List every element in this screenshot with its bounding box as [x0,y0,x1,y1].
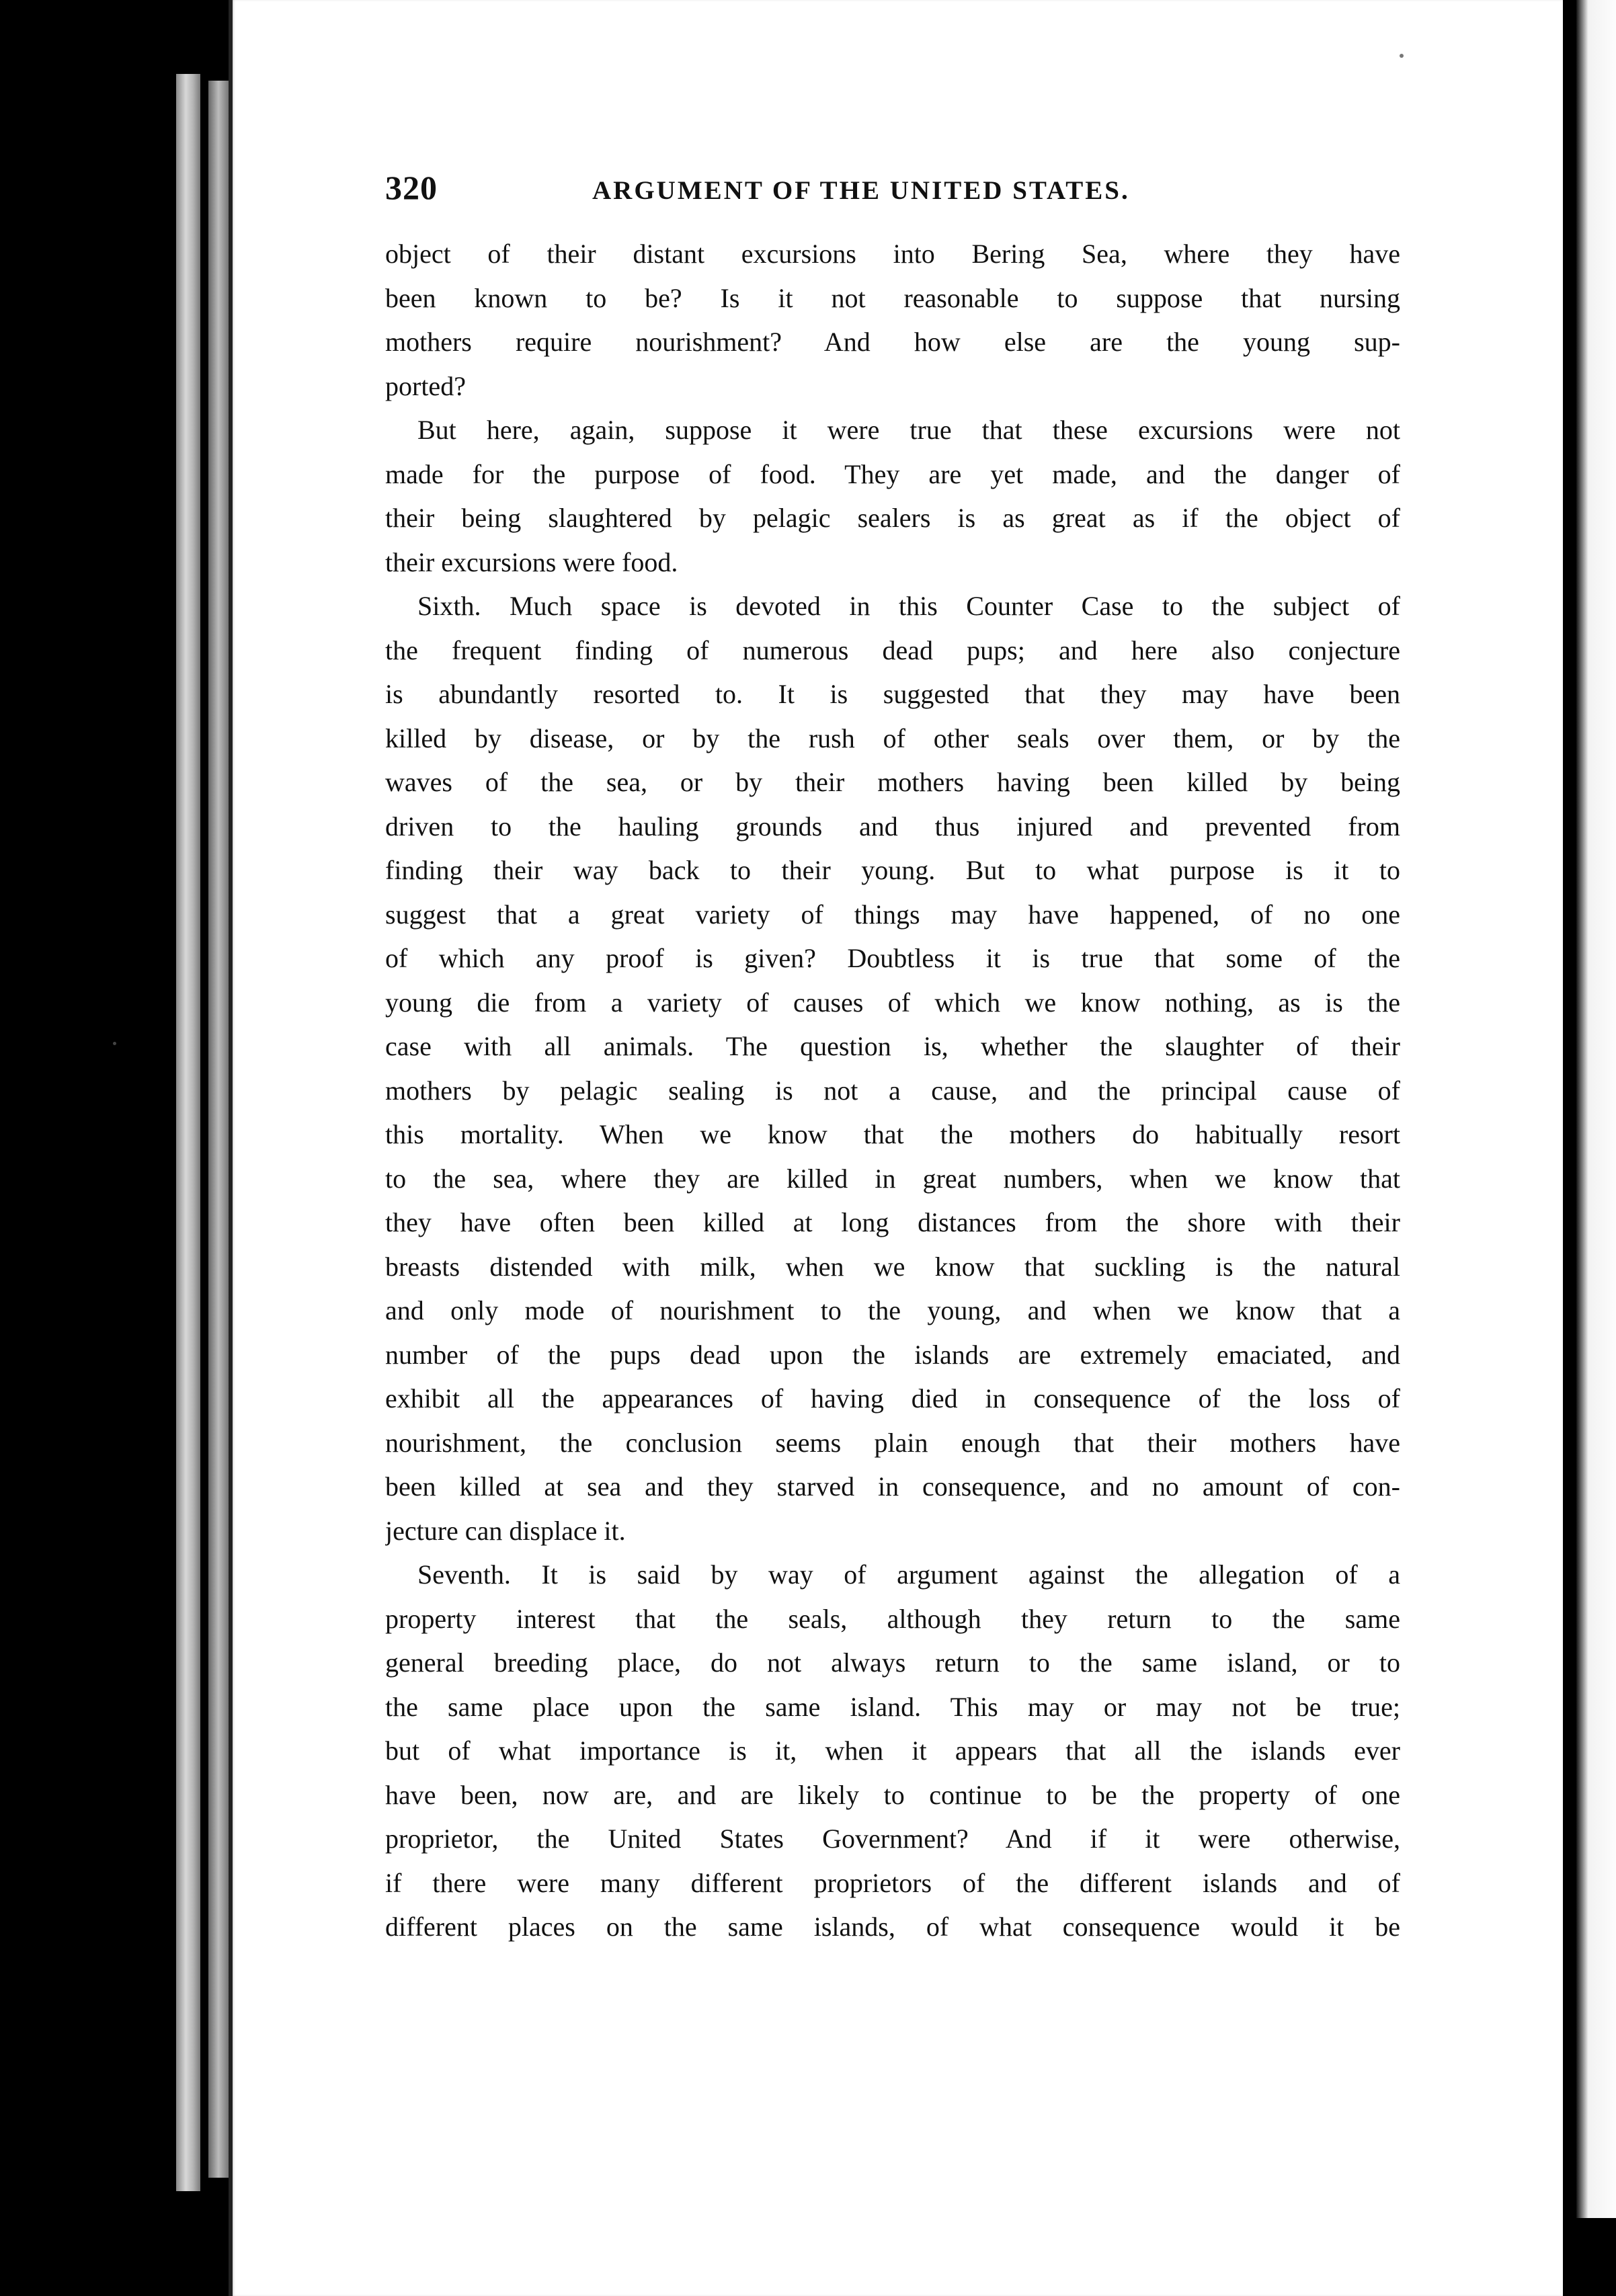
body-text [385,232,1400,1949]
text-line: they have often been killed at long distances from the shore with their [385,1207,1400,1237]
text-line: waves of the sea, or by their mothers having been killed by being [385,767,1400,797]
text-line: jecture can displace it. [385,1515,626,1546]
text-line: proprietor, the United States Government? And if it were otherwise, [385,1823,1400,1854]
text-line: ported? [385,370,466,401]
text-line: been killed at sea and they starved in consequence, and no amount of con- [385,1471,1400,1502]
text-line: mothers by pelagic sealing is not a cause, and the principal cause of [385,1075,1400,1106]
text-line: of which any proof is given? Doubtless it is true that some of the [385,943,1400,973]
text-line: killed by disease, or by the rush of other seals over them, or by the [385,723,1400,753]
text-line: to the sea, where they are killed in great numbers, when we know that [385,1163,1400,1194]
adjacent-page-edge [1576,0,1616,2218]
text-line: been known to be? Is it not reasonable to suppose that nursing [385,282,1400,313]
text-line: the same place upon the same island. This may or may not be true; [385,1691,1400,1722]
text-line: this mortality. When we know that the mothers do habitually resort [385,1119,1400,1149]
text-line: number of the pups dead upon the islands are extremely emaciated, and [385,1339,1400,1370]
text-line: made for the purpose of food. They are yet made, and the danger of [385,458,1400,489]
text-line: mothers require nourishment? And how else are the young sup- [385,327,1400,357]
text-line: breasts distended with milk, when we know that suckling is the natural [385,1251,1400,1282]
text-line: exhibit all the appearances of having died in consequence of the loss of [385,1383,1400,1413]
text-line: nourishment, the conclusion seems plain enough that their mothers have [385,1427,1400,1458]
text-line: finding their way back to their young. But to what purpose is it to [385,855,1400,885]
text-line: object of their distant excursions into Bering Sea, where they have [385,239,1400,269]
text-line: general breeding place, do not always return to the same island, or to [385,1647,1400,1678]
page-number: 320 [385,169,438,206]
text-line: if there were many different proprietors of the different islands and of [385,1867,1400,1898]
text-line: their being slaughtered by pelagic sealers is as great as if the object of [385,503,1400,533]
page-header [385,168,1400,215]
text-line: their excursions were food. [385,546,678,577]
text-line: property interest that the seals, although they return to the same [385,1603,1400,1634]
text-line: Seventh. It is said by way of argument against the allegation of a [417,1559,1400,1590]
text-line: suggest that a great variety of things may have happened, of no one [385,899,1400,930]
page-gutter-shadow [229,0,233,2296]
book-edge-strip-inner [208,81,229,2178]
text-line: different places on the same islands, of what consequence would it be [385,1912,1400,1942]
book-edge-strip [176,74,200,2191]
running-head: ARGUMENT OF THE UNITED STATES. [592,176,1130,205]
text-line: and only mode of nourishment to the young, and when we know that a [385,1295,1400,1325]
scan-speck [113,1042,116,1045]
text-line: case with all animals. The question is, whether the slaughter of their [385,1031,1400,1061]
text-line: is abundantly resorted to. It is suggested that they may have been [385,679,1400,709]
text-line: young die from a variety of causes of which we know nothing, as is the [385,987,1400,1018]
text-line: driven to the hauling grounds and thus injured and prevented from [385,811,1400,842]
text-line: but of what importance is it, when it appears that all the islands ever [385,1735,1400,1766]
text-line: Sixth. Much space is devoted in this Counter Case to the subject of [417,591,1400,621]
text-line: the frequent finding of numerous dead pups; and here also conjecture [385,634,1400,665]
scan-speck [1400,54,1404,58]
text-line: But here, again, suppose it were true that these excursions were not [417,415,1400,445]
text-line: have been, now are, and are likely to continue to be the property of one [385,1779,1400,1810]
